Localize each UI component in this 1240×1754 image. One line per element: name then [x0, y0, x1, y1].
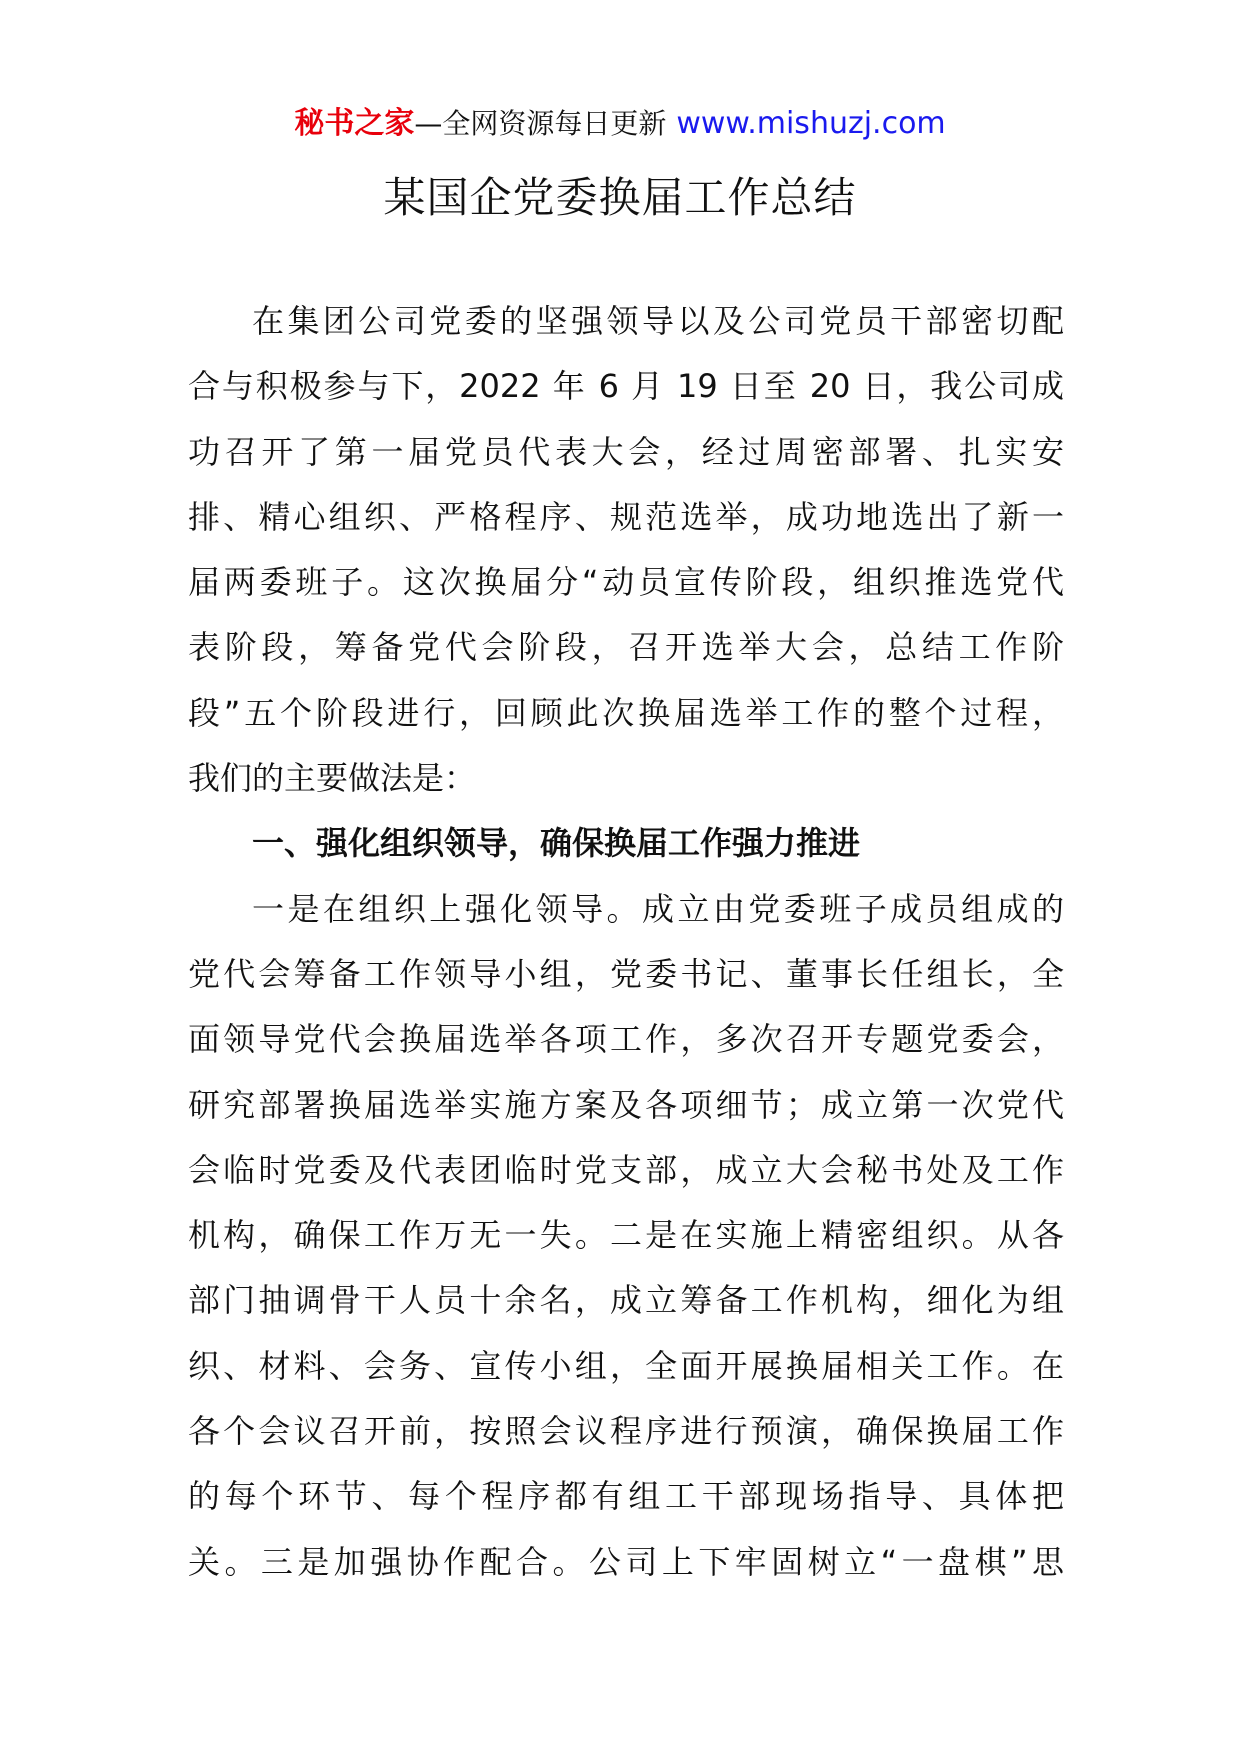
document-body [188, 296, 1064, 1602]
paragraph-line: 织、材料、会务、宣传小组，全面开展换届相关工作。在 [188, 1346, 1064, 1385]
paragraph-line: 我们的主要做法是： [188, 759, 477, 798]
paragraph-line: 排、精心组织、严格程序、规范选举，成功地选出了新一 [188, 497, 1064, 536]
header-slogan: —全网资源每日更新 [414, 107, 667, 140]
paragraph-line: 功召开了第一届党员代表大会，经过周密部署、扎实安 [188, 432, 1064, 471]
paragraph-line: 会临时党委及代表团临时党支部，成立大会秘书处及工作 [188, 1150, 1064, 1189]
paragraph-line: 关。三是加强协作配合。公司上下牢固树立“一盘棋”思 [188, 1542, 1064, 1581]
brand-name: 秘书之家 [294, 106, 415, 141]
paragraph-line: 在集团公司党委的坚强领导以及公司党员干部密切配 [252, 302, 1064, 340]
site-url[interactable]: www.mishuzj.com [676, 106, 946, 141]
paragraph-line: 研究部署换届选举实施方案及各项细节；成立第一次党代 [188, 1085, 1064, 1124]
paragraph-line: 表阶段，筹备党代会阶段，召开选举大会，总结工作阶 [188, 628, 1064, 667]
paragraph-line: 段”五个阶段进行，回顾此次换届选举工作的整个过程， [188, 693, 1064, 732]
paragraph-line: 面领导党代会换届选举各项工作，多次召开专题党委会， [188, 1020, 1064, 1059]
section-heading: 一、强化组织领导，确保换届工作强力推进 [252, 824, 861, 863]
paragraph-line: 机构，确保工作万无一失。二是在实施上精密组织。从各 [188, 1216, 1064, 1255]
document-title: 某国企党委换届工作总结 [383, 173, 857, 222]
paragraph-line: 合与积极参与下，2022 年 6 月 19 日至 20 日，我公司成 [188, 367, 1064, 406]
paragraph-line: 党代会筹备工作领导小组，党委书记、董事长任组长，全 [188, 954, 1064, 993]
site-header [0, 104, 1240, 144]
paragraph-line: 一是在组织上强化领导。成立由党委班子成员组成的 [252, 889, 1064, 928]
paragraph-line: 的每个环节、每个程序都有组工干部现场指导、具体把 [188, 1477, 1064, 1516]
paragraph-line: 届两委班子。这次换届分“动员宣传阶段，组织推选党代 [188, 563, 1064, 602]
paragraph-line: 部门抽调骨干人员十余名，成立筹备工作机构，细化为组 [188, 1281, 1064, 1320]
paragraph-line: 各个会议召开前，按照会议程序进行预演，确保换届工作 [188, 1412, 1064, 1451]
